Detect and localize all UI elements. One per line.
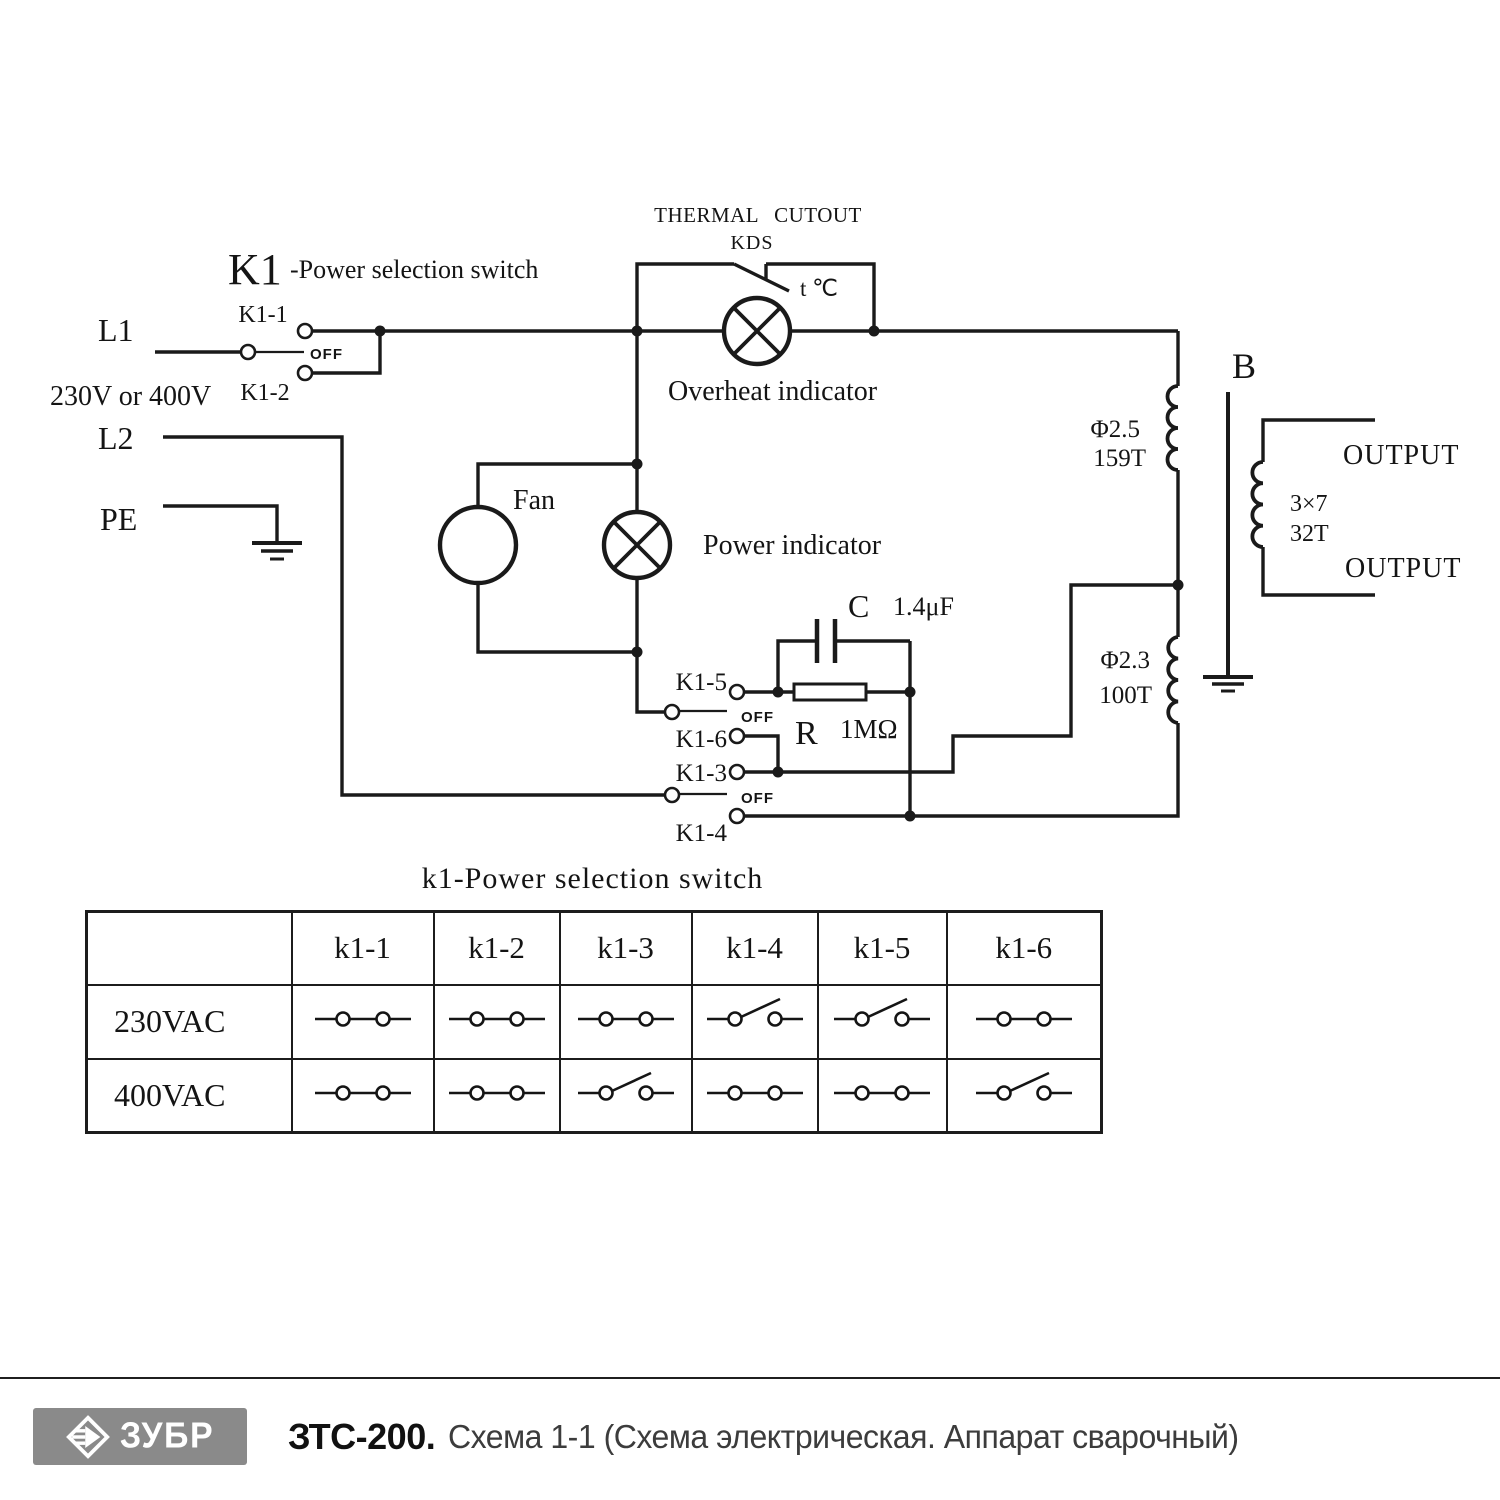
- switch-symbol-icon: [830, 995, 934, 1043]
- zubr-brand-text: ЗУБР: [119, 1416, 215, 1456]
- switch-symbol-icon: [703, 1069, 807, 1117]
- footer-caption-text: Схема 1-1 (Схема электрическая. Аппарат сварочный): [448, 1417, 1239, 1455]
- primary-winding-lower: [1168, 637, 1178, 723]
- row-label-400vac: 400VAC: [87, 1059, 292, 1133]
- off-label-3: OFF: [741, 790, 774, 807]
- resistor-value-label: 1MΩ: [840, 714, 898, 744]
- pe-ground-icon: [252, 543, 302, 559]
- thermal-temp-label: t ℃: [800, 276, 838, 301]
- switch-state-cell: [434, 985, 560, 1059]
- contact-k1-4-label: K1-4: [675, 820, 727, 847]
- footer-divider: [0, 1377, 1500, 1379]
- table-row-400vac: [87, 1059, 1102, 1133]
- fan-icon: [440, 507, 516, 583]
- switch-state-cell: [434, 1059, 560, 1133]
- switch-symbol-icon: [830, 1069, 934, 1117]
- fan-label: Fan: [513, 485, 555, 516]
- switch-symbol-icon: [445, 995, 549, 1043]
- output-bottom-label: OUTPUT: [1345, 553, 1462, 584]
- capacitor-ref-label: C: [848, 588, 870, 624]
- col-header-k1-6: k1-6: [947, 912, 1102, 985]
- switch-state-cell: [560, 1059, 692, 1133]
- switch-symbol-icon: [703, 995, 807, 1043]
- k1-heading-subtitle: -Power selection switch: [290, 255, 539, 284]
- switch-state-cell: [692, 985, 818, 1059]
- output-top-label: OUTPUT: [1343, 440, 1460, 471]
- table-row-230vac: [87, 985, 1102, 1059]
- primary-lower-turns-label: 100T: [1099, 682, 1152, 709]
- table-title: k1-Power selection switch: [421, 862, 764, 895]
- off-label-1: OFF: [310, 346, 343, 363]
- table-header-row: [87, 912, 1102, 985]
- power-selection-table: [85, 910, 1103, 1134]
- overheat-indicator-lamp-icon: [724, 298, 790, 364]
- switch-symbol-icon: [445, 1069, 549, 1117]
- secondary-turns-label: 32T: [1290, 521, 1329, 547]
- transformer-core: [1203, 392, 1253, 691]
- switch-symbol-icon: [972, 1069, 1076, 1117]
- overheat-indicator-label: Overheat indicator: [668, 376, 878, 407]
- switch-symbol-icon: [311, 995, 415, 1043]
- primary-lower-wire-label: Φ2.3: [1100, 647, 1150, 674]
- contact-k1-2-label: K1-2: [240, 380, 290, 406]
- footer-model-text: ЗТС-200.: [288, 1415, 436, 1457]
- switch-symbol-icon: [574, 1069, 678, 1117]
- switch-symbol-icon: [972, 995, 1076, 1043]
- capacitor-icon: [817, 619, 835, 663]
- resistor-icon: [794, 684, 866, 700]
- thermal-cutout-title: THERMAL CUTOUT: [654, 203, 862, 227]
- footer-caption-line: [288, 1408, 1263, 1465]
- switch-state-cell: [292, 1059, 434, 1133]
- switch-symbol-icon: [311, 1069, 415, 1117]
- switch-state-cell: [947, 985, 1102, 1059]
- transformer-ref-label: B: [1232, 346, 1257, 386]
- k1-heading-ref: K1: [228, 245, 282, 294]
- input-pe-label: PE: [100, 501, 138, 537]
- input-voltage-label: 230V or 400V: [50, 381, 212, 412]
- switch-state-cell: [818, 1059, 947, 1133]
- input-l1-label: L1: [98, 312, 134, 348]
- zubr-logo: [33, 1408, 247, 1465]
- contact-k1-6-label: K1-6: [675, 726, 727, 753]
- primary-upper-wire-label: Φ2.5: [1090, 416, 1140, 443]
- switch-state-cell: [292, 985, 434, 1059]
- thermal-cutout-part: KDS: [730, 232, 774, 254]
- switch-state-cell: [947, 1059, 1102, 1133]
- col-header-k1-1: k1-1: [292, 912, 434, 985]
- switch-state-cell: [818, 985, 947, 1059]
- secondary-winding: [1252, 462, 1263, 547]
- switch-state-cell: [560, 985, 692, 1059]
- power-indicator-label: Power indicator: [703, 530, 882, 561]
- primary-winding-upper: [1168, 386, 1179, 470]
- resistor-ref-label: R: [795, 715, 818, 752]
- col-header-k1-2: k1-2: [434, 912, 560, 985]
- switch-symbol-icon: [574, 995, 678, 1043]
- col-header-k1-4: k1-4: [692, 912, 818, 985]
- switch-state-cell: [692, 1059, 818, 1133]
- off-label-2: OFF: [741, 709, 774, 726]
- row-label-230vac: 230VAC: [87, 985, 292, 1059]
- power-indicator-lamp-icon: [604, 512, 670, 578]
- contact-k1-5-label: K1-5: [675, 669, 727, 696]
- col-header-k1-3: k1-3: [560, 912, 692, 985]
- secondary-wire-label: 3×7: [1290, 491, 1328, 517]
- col-header-k1-5: k1-5: [818, 912, 947, 985]
- contact-k1-1-label: K1-1: [238, 302, 288, 328]
- capacitor-value-label: 1.4μF: [893, 592, 954, 621]
- primary-upper-turns-label: 159T: [1093, 445, 1146, 472]
- table-corner-cell: [87, 912, 292, 985]
- input-l2-label: L2: [98, 420, 134, 456]
- contact-k1-3-label: K1-3: [675, 760, 727, 787]
- zubr-diamond-arrow-icon: [66, 1415, 110, 1459]
